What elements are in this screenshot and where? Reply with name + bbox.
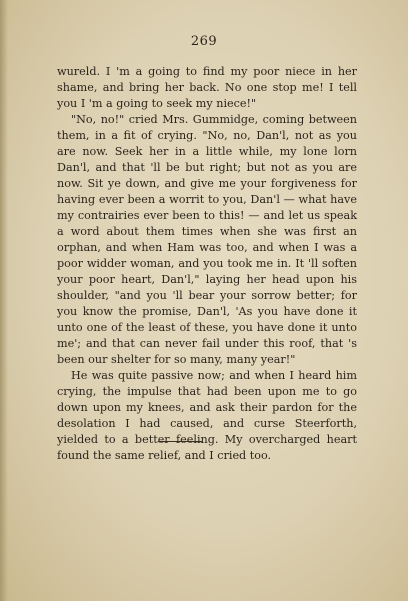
paragraph: He was quite passive now; and when I heard him crying, the impulse that had been upon me to go down upon my knees, and ask their pardon for the desolation I had caused, and curse Steerforth, yielded to a better feeling. My overcharged heart found the same relief, and I cried too.	[57, 369, 357, 462]
section-divider	[158, 441, 202, 442]
paragraph: wureld. I 'm a going to find my poor niece in her shame, and bring her back. No one stop me! I tell you I 'm a going to seek my niece!"	[57, 65, 357, 110]
body-text	[57, 64, 357, 464]
page-number: 269	[190, 34, 218, 49]
paragraph: "No, no!" cried Mrs. Gummidge, coming between them, in a fit of crying. "No, no, Dan'l, not as you are now. Seek her in a little while, my lone lorn Dan'l, and that 'll be but right; but not as you are now. Sit ye down, and give me your forgiveness for having ever been a worrit to you, Dan'l — what have my contrairies ever been to this! — and let us speak a word about them times when she was first an orphan, and when Ham was too, and when I was a poor widder woman, and you took me in. It 'll soften your poor heart, Dan'l," laying her head upon his shoulder, "and you 'll bear your sorrow better; for you know the promise, Dan'l, 'As you have done it unto one of the least of these, you have done it unto me'; and that can never fail under this roof, that 's been our shelter for so many, many year!"	[57, 113, 357, 366]
